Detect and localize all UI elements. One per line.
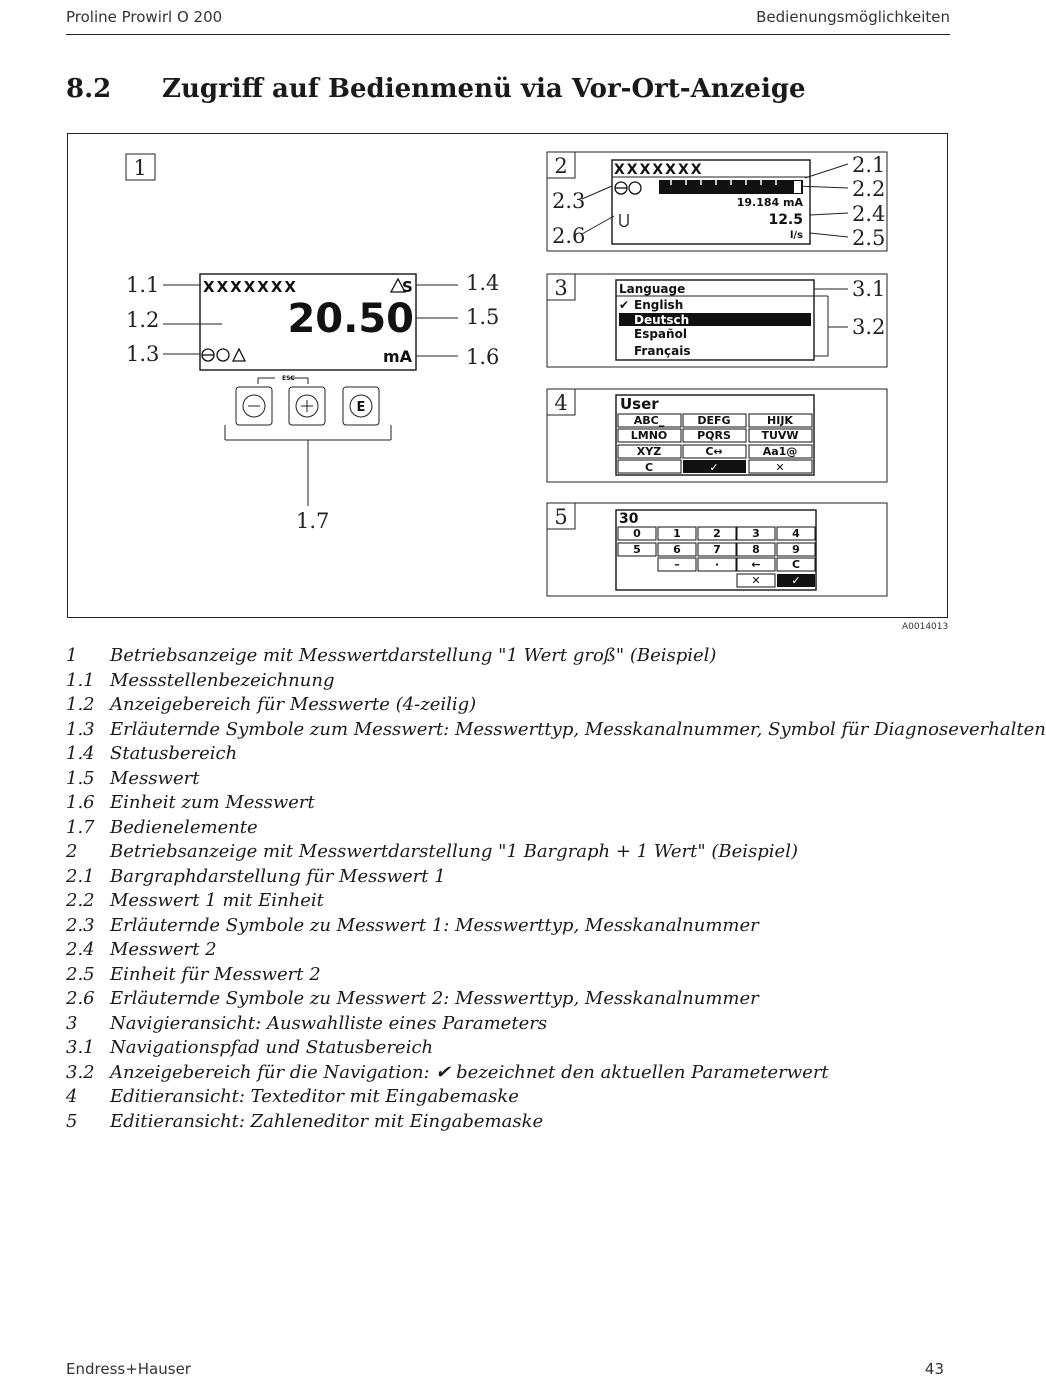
text-key[interactable]: ✕	[775, 461, 785, 474]
legend-item	[66, 742, 1046, 767]
text-key[interactable]: HIJK	[767, 414, 793, 427]
callout-1-3: 1.3	[126, 342, 160, 366]
legend-item	[66, 865, 1046, 890]
legend-item	[66, 914, 1046, 939]
num-key[interactable]: 9	[792, 543, 800, 556]
num-key[interactable]: 0	[633, 527, 641, 540]
callout-3-2: 3.2	[852, 315, 886, 339]
callout-1-6: 1.6	[466, 345, 500, 369]
num-key[interactable]: 8	[752, 543, 760, 556]
list-item[interactable]: English	[634, 298, 684, 312]
legend-number: 3.2	[66, 1061, 95, 1083]
display-2-value2: 12.5	[768, 212, 803, 228]
legend-item	[66, 1061, 1046, 1086]
legend-item	[66, 791, 1046, 816]
legend-item	[66, 963, 1046, 988]
legend-text: Bedienelemente	[110, 816, 258, 838]
legend-text: Erläuternde Symbole zu Messwert 1: Messwerttyp, Messkanalnummer	[110, 914, 759, 936]
display-2-tag: XXXXXXX	[614, 162, 704, 178]
legend-number: 1.5	[66, 767, 95, 789]
legend-number: 1.6	[66, 792, 95, 813]
num-key[interactable]: ✓	[791, 574, 801, 587]
legend-text: Bargraphdarstellung für Messwert 1	[110, 865, 446, 887]
text-key[interactable]: C	[644, 461, 654, 474]
num-key[interactable]: 2	[713, 527, 721, 540]
text-key[interactable]: ABC_	[633, 414, 665, 427]
legend-item	[66, 816, 1046, 841]
figure-drawing	[68, 134, 949, 619]
callout-2-6: 2.6	[552, 224, 586, 248]
legend-text: Navigieransicht: Auswahlliste eines Parameters	[110, 1012, 548, 1034]
num-key[interactable]: 1	[673, 527, 681, 540]
header-right: Bedienungsmöglichkeiten	[756, 8, 950, 26]
num-key[interactable]: ←	[751, 558, 761, 571]
legend-text: Editieransicht: Zahleneditor mit Eingabemaske	[110, 1110, 544, 1132]
legend-number: 1	[66, 645, 78, 666]
legend-number: 1.7	[66, 816, 95, 838]
display-2-unit2: l/s	[789, 230, 803, 241]
legend-number: 1.1	[66, 669, 95, 691]
legend-number: 1.3	[66, 718, 95, 740]
display-5-title: 30	[619, 511, 639, 527]
legend-number: 3.1	[66, 1037, 95, 1058]
legend-number: 2.3	[66, 914, 95, 936]
display-1-status: S	[402, 278, 413, 296]
legend-number: 3	[66, 1012, 78, 1034]
callout-1-5: 1.5	[466, 305, 500, 329]
legend-number: 2.2	[66, 890, 95, 911]
footer-left: Endress+Hauser	[66, 1360, 191, 1378]
measure-type-icon	[202, 349, 245, 361]
legend-item	[66, 1110, 1046, 1135]
box-label-5: 5	[554, 505, 568, 529]
legend-item	[66, 718, 1046, 743]
legend-number: 2.6	[66, 988, 95, 1009]
num-key[interactable]: 7	[713, 543, 721, 556]
callout-1-7: 1.7	[296, 509, 330, 533]
num-key[interactable]: 5	[633, 543, 641, 556]
callout-1-1: 1.1	[126, 273, 160, 297]
list-item[interactable]: Deutsch	[634, 313, 690, 327]
callout-3-1: 3.1	[852, 277, 886, 301]
legend-number: 2.1	[66, 865, 95, 887]
legend-number: 5	[66, 1110, 78, 1132]
bargraph	[659, 180, 803, 194]
legend-number: 2.4	[66, 939, 95, 960]
figure-legend	[66, 644, 1046, 1134]
legend-text: Messstellenbezeichnung	[110, 669, 335, 691]
display-2-value1: 19.184 mA	[736, 196, 803, 209]
legend-number: 1.4	[66, 743, 95, 764]
legend-number: 4	[66, 1086, 78, 1107]
legend-text: Erläuternde Symbole zu Messwert 2: Messwerttyp, Messkanalnummer	[110, 988, 759, 1009]
legend-text: Editieransicht: Texteditor mit Eingabemaske	[110, 1086, 519, 1107]
legend-item	[66, 1085, 1046, 1110]
legend-number: 1.2	[66, 694, 95, 715]
callout-2-1: 2.1	[852, 153, 886, 177]
text-key[interactable]: LMNO	[630, 429, 668, 442]
box-label-2: 2	[554, 154, 568, 178]
figure-id: A0014013	[902, 622, 949, 632]
key-e-label: E	[356, 400, 366, 415]
num-key[interactable]: ·	[714, 558, 720, 571]
text-key[interactable]: PQRS	[697, 429, 731, 442]
legend-text: Betriebsanzeige mit Messwertdarstellung "1 Wert groß" (Beispiel)	[110, 645, 717, 666]
text-key[interactable]: Aa1@	[762, 445, 798, 458]
display-1-tag: XXXXXXX	[203, 278, 298, 296]
callout-2-3: 2.3	[552, 189, 586, 213]
figure-frame	[67, 133, 948, 618]
legend-item	[66, 669, 1046, 694]
footer-page-number: 43	[924, 1360, 944, 1378]
text-key[interactable]: ✓	[709, 461, 719, 474]
num-key[interactable]: 6	[673, 543, 681, 556]
text-key[interactable]: C↔	[705, 445, 723, 458]
box-label-4: 4	[554, 391, 568, 415]
legend-item	[66, 889, 1046, 914]
legend-text: Anzeigebereich für die Navigation: ✔ bezeichnet den aktuellen Parameterwert	[110, 1061, 829, 1083]
legend-item	[66, 1036, 1046, 1061]
text-key[interactable]: DEFG	[697, 414, 731, 427]
check-icon: ✔	[619, 298, 630, 312]
legend-text: Anzeigebereich für Messwerte (4-zeilig)	[110, 694, 477, 715]
box-label-1: 1	[133, 156, 147, 180]
text-key[interactable]: TUVW	[761, 429, 799, 442]
num-key[interactable]: C	[791, 558, 801, 571]
text-key[interactable]: XYZ	[636, 445, 662, 458]
legend-number: 2.5	[66, 963, 95, 985]
section-number: 8.2	[66, 74, 112, 104]
legend-text: Betriebsanzeige mit Messwertdarstellung "1 Bargraph + 1 Wert" (Beispiel)	[110, 841, 798, 862]
callout-2-2: 2.2	[852, 177, 886, 201]
legend-text: Messwert 2	[110, 939, 217, 960]
channel-icon	[615, 182, 641, 194]
flow-icon	[620, 214, 628, 227]
display-1-value: 20.50	[287, 296, 414, 342]
header-rule	[66, 34, 950, 35]
callout-1-2: 1.2	[126, 308, 160, 332]
legend-text: Erläuternde Symbole zum Messwert: Messwerttyp, Messkanalnummer, Symbol für Diagnoseverhalten	[110, 718, 1046, 740]
legend-text: Messwert	[110, 767, 200, 789]
header-left: Proline Prowirl O 200	[66, 8, 223, 26]
callout-2-4: 2.4	[852, 202, 886, 226]
display-3-title: Language	[619, 282, 686, 296]
legend-item	[66, 1012, 1046, 1037]
num-key[interactable]: –	[674, 558, 680, 571]
display-1-unit: mA	[382, 347, 412, 366]
legend-item	[66, 767, 1046, 792]
list-item[interactable]: Español	[634, 327, 687, 341]
esc-label: ESC	[282, 375, 295, 382]
num-key[interactable]: 3	[752, 527, 760, 540]
list-item[interactable]: Français	[634, 344, 691, 358]
legend-text: Statusbereich	[110, 743, 238, 764]
num-key[interactable]: ✕	[751, 574, 761, 587]
section-title: Zugriff auf Bedienmenü via Vor-Ort-Anzeige	[162, 74, 806, 104]
legend-item	[66, 987, 1046, 1012]
legend-text: Navigationspfad und Statusbereich	[110, 1037, 434, 1058]
legend-item	[66, 693, 1046, 718]
num-key[interactable]: 4	[792, 527, 800, 540]
legend-text: Einheit für Messwert 2	[110, 963, 321, 985]
legend-text: Einheit zum Messwert	[110, 792, 315, 813]
callout-2-5: 2.5	[852, 226, 886, 250]
callout-1-4: 1.4	[466, 271, 500, 295]
box-label-3: 3	[554, 276, 568, 300]
display-4-title: User	[620, 395, 659, 413]
legend-number: 2	[66, 841, 78, 862]
legend-item	[66, 840, 1046, 865]
legend-item	[66, 938, 1046, 963]
legend-text: Messwert 1 mit Einheit	[110, 890, 324, 911]
legend-item	[66, 644, 1046, 669]
